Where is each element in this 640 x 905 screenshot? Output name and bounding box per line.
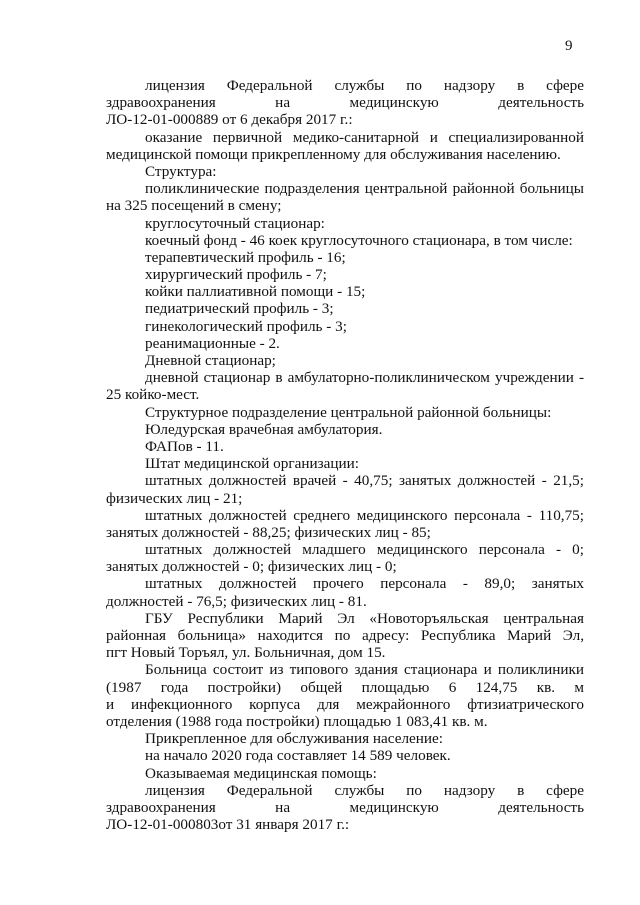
text-line: лицензия Федеральной службы по надзору в сфере <box>145 77 584 94</box>
text-line: гинекологический профиль - 3; <box>145 317 347 335</box>
text-line: физических лиц - 21; <box>106 489 243 507</box>
text-line: Структурное подразделение центральной районной больницы: <box>145 403 552 421</box>
text-line: (1987 года постройки) общей площадью 6 124,75 кв. м <box>106 678 584 696</box>
text-line: Больница состоит из типового здания стационара и поликлиники <box>145 661 584 679</box>
text-line: на начало 2020 года составляет 14 589 человек. <box>145 747 451 765</box>
text-line: штатных должностей среднего медицинского персонала - 110,75; <box>145 506 584 524</box>
text-line: круглосуточный стационар: <box>145 214 325 232</box>
text-line: здравоохранения на медицинскую деятельность <box>106 94 584 112</box>
text-line: штатных должностей прочего персонала - 89,0; занятых <box>145 575 584 593</box>
text-line: штатных должностей младшего медицинского персонала - 0; <box>145 541 584 559</box>
text-line: лицензия Федеральной службы по надзору в сфере <box>145 781 584 799</box>
text-line: пгт Новый Торъял, ул. Больничная, дом 15. <box>106 644 386 662</box>
text-line: районная больница» находится по адресу: Республика Марий Эл, <box>106 627 584 644</box>
text-line: Оказываемая медицинская помощь: <box>145 764 377 782</box>
text-line: штатных должностей врачей - 40,75; занятых должностей - 21,5; <box>145 472 584 490</box>
text-line: занятых должностей - 88,25; физических лиц - 85; <box>106 523 431 541</box>
text-line: коечный фонд - 46 коек круглосуточного стационара, в том числе: <box>145 231 573 249</box>
text-line: должностей - 76,5; физических лиц - 81. <box>106 592 367 610</box>
text-line: Прикрепленное для обслуживания население: <box>145 730 443 748</box>
text-line: Дневной стационар; <box>145 352 276 369</box>
text-line: на 325 посещений в смену; <box>106 197 282 215</box>
text-line: ГБУ Республики Марий Эл «Новоторъяльская центральная <box>145 609 584 627</box>
body-text <box>106 77 584 833</box>
text-line: Структура: <box>145 162 217 180</box>
page-number: 9 <box>565 38 573 54</box>
text-line: 25 койко-мест. <box>106 386 200 404</box>
text-line: ЛО-12-01-000889 от 6 декабря 2017 г.: <box>106 111 353 129</box>
text-line: отделения (1988 года постройки) площадью 1 083,41 кв. м. <box>106 712 488 730</box>
text-line: медицинской помощи прикрепленному для обслуживания населению. <box>106 145 561 163</box>
text-line: занятых должностей - 0; физических лиц - 0; <box>106 558 397 576</box>
text-line: поликлинические подразделения центральной районной больницы <box>145 180 584 198</box>
text-line: хирургический профиль - 7; <box>145 266 327 284</box>
text-line: здравоохранения на медицинскую деятельность <box>106 798 584 816</box>
text-line: ФАПов - 11. <box>145 437 224 455</box>
text-line: оказание первичной медико-санитарной и специализированной <box>145 128 584 146</box>
text-line: и инфекционного корпуса для межрайонного фтизиатрического <box>106 695 584 713</box>
text-line: терапевтический профиль - 16; <box>145 248 346 266</box>
text-line: педиатрический профиль - 3; <box>145 300 334 318</box>
text-line: реанимационные - 2. <box>145 334 280 352</box>
text-line: Юледурская врачебная амбулатория. <box>145 420 383 438</box>
text-line: ЛО-12-01-000803от 31 января 2017 г.: <box>106 816 350 834</box>
text-line: дневной стационар в амбулаторно-поликлиническом учреждении - <box>145 369 584 387</box>
text-line: койки паллиативной помощи - 15; <box>145 283 366 301</box>
text-line: Штат медицинской организации: <box>145 455 359 473</box>
